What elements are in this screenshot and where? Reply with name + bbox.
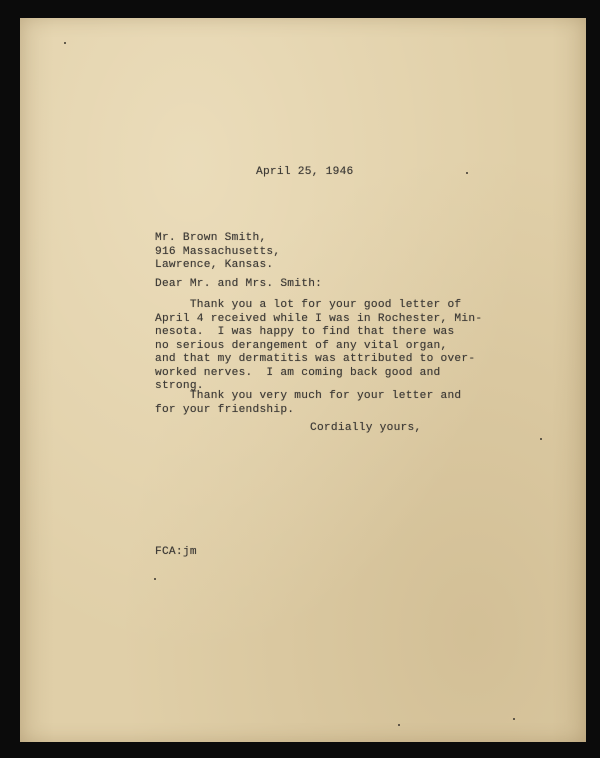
body-paragraph-2: [155, 390, 461, 417]
paragraph-line: no serious derangement of any vital organ,: [155, 339, 448, 352]
recipient-name: Mr. Brown Smith,: [155, 232, 267, 244]
paragraph-line: worked nerves. I am coming back good and: [155, 366, 441, 379]
closing: Cordially yours,: [310, 422, 422, 434]
paragraph-line: for your friendship.: [155, 403, 295, 416]
paper-speck: [540, 438, 542, 440]
salutation: Dear Mr. and Mrs. Smith:: [155, 278, 323, 290]
recipient-address: [155, 232, 280, 273]
recipient-city: Lawrence, Kansas.: [155, 259, 274, 271]
paper-speck: [398, 724, 400, 726]
recipient-street: 916 Massachusetts,: [155, 245, 281, 258]
paragraph-line: April 4 received while I was in Rochester, Min-: [155, 312, 483, 325]
paragraph-line: Thank you very much for your letter and: [155, 390, 462, 402]
paper-speck: [466, 172, 468, 174]
paragraph-line: Thank you a lot for your good letter of: [155, 299, 462, 311]
paper-speck: [64, 42, 66, 44]
paper-speck: [513, 718, 515, 720]
letter-date: April 25, 1946: [256, 166, 354, 178]
paragraph-line: and that my dermatitis was attributed to over-: [155, 353, 476, 365]
paragraph-line: strong.: [155, 380, 204, 392]
paragraph-line: nesota. I was happy to find that there was: [155, 326, 455, 338]
reference-initials: FCA:jm: [155, 546, 197, 558]
letter-page: [20, 18, 586, 742]
paper-speck: [154, 578, 156, 580]
body-paragraph-1: [155, 299, 482, 394]
